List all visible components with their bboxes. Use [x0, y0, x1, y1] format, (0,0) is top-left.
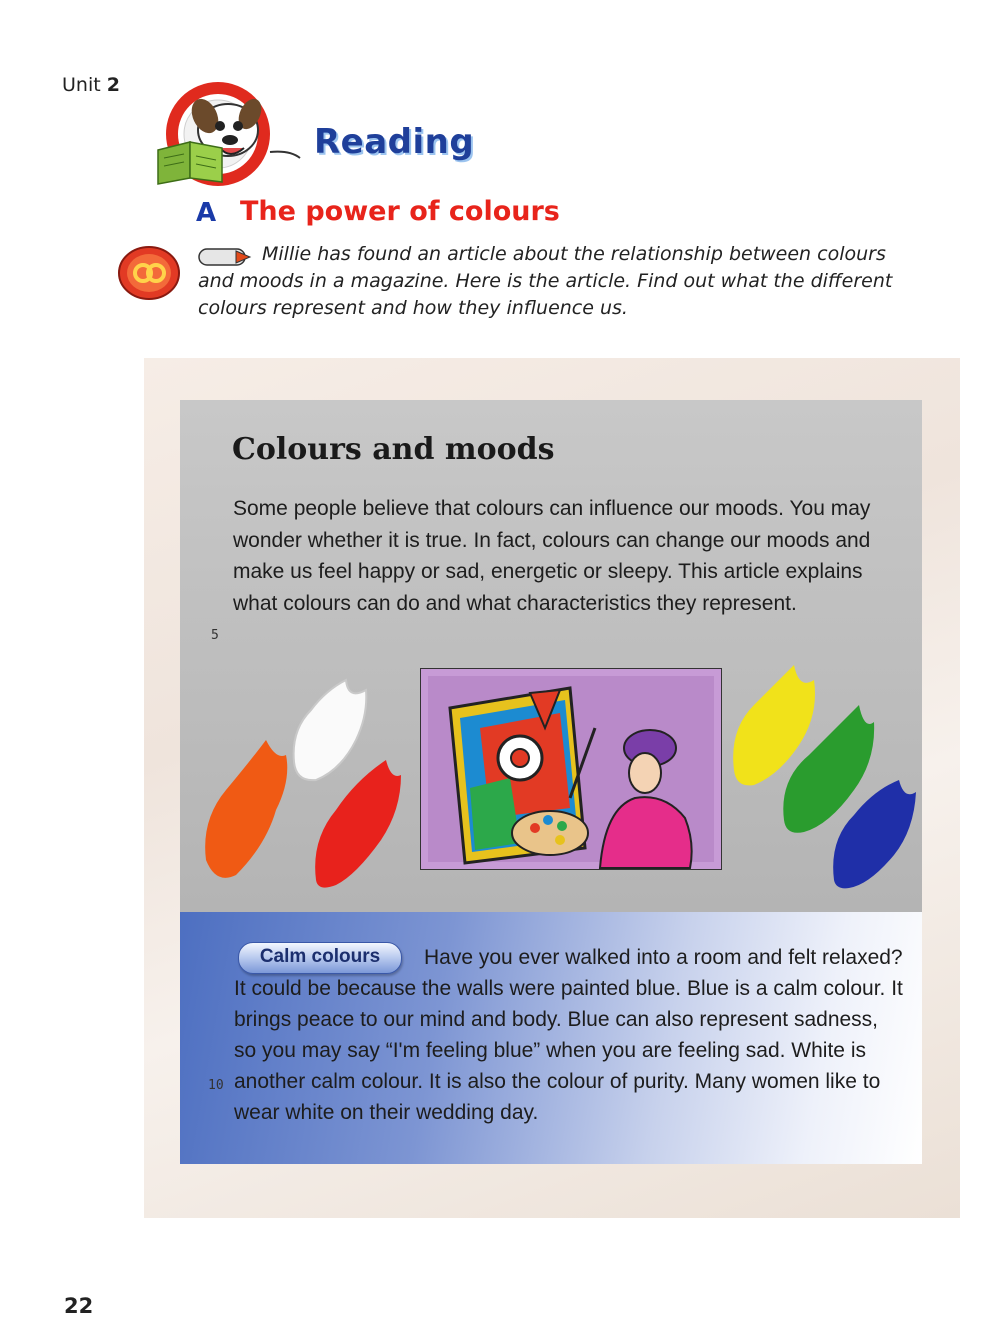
unit-label	[62, 74, 120, 96]
unit-number: 2	[106, 74, 120, 96]
article-intro-paragraph: Some people believe that colours can influence our moods. You may wonder whether it is true. In fact, colours can change our moods and make us feel happy or sad, energetic or sleepy. This article explains what colours can do and what characteristics they represent.	[233, 497, 871, 615]
section-title: The power of colours	[240, 196, 560, 227]
paint-splashes-left-icon	[196, 670, 416, 890]
unit-word: Unit	[62, 74, 101, 96]
calm-colours-tag-label: Calm colours	[259, 946, 381, 967]
article-title: Colours and moods	[232, 432, 555, 467]
artist-painting-illustration	[420, 668, 722, 870]
calm-colours-paragraph: Have you ever walked into a room and felt relaxed? It could be because the walls were painted blue. Blue is a calm colour. It brings peace to our mind and body. Blue can also represent sadness, so you may say “I'm feeling blue” when you are feeling sad. White is another calm colour. It is also the colour of purity. Many women like to wear white on their wedding day.	[234, 946, 903, 1124]
section-name: Reading	[314, 122, 475, 162]
section-letter: A	[196, 198, 217, 228]
page-number: 22	[64, 1294, 94, 1318]
cd-audio-icon	[114, 243, 184, 301]
line-number-10: 10	[208, 1078, 224, 1093]
line-number-5: 5	[211, 628, 219, 643]
instructions-text: Millie has found an article about the relationship between colours and moods in a magazine. Here is the article. Find out what the different colours represent and how they influence us.	[198, 243, 893, 319]
paint-splashes-right-icon	[724, 660, 924, 890]
